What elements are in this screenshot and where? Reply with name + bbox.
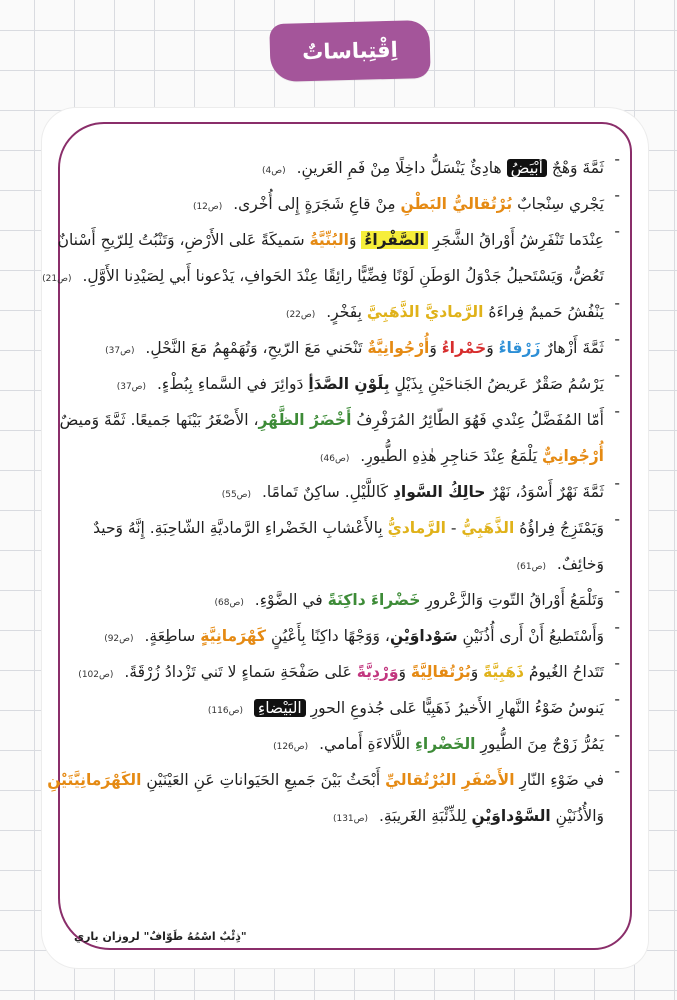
quote-line xyxy=(72,330,604,366)
page-reference: (ص37) xyxy=(116,382,147,392)
quote-text: تَتَداحُ الغُيومُ xyxy=(523,663,604,681)
page-reference: (ص4) xyxy=(261,166,286,176)
quote-text: تَنْحَني مَعَ الرّيحِ، وَتُهَمْهِمُ مَعَ النَّحْلِ. xyxy=(140,339,368,357)
quote-item xyxy=(72,330,620,366)
quote-line xyxy=(72,726,604,762)
quote-item xyxy=(72,366,620,402)
color-word: بُرْتُقالِيَّةً xyxy=(410,663,471,681)
quote-text: كَاللَّيْلِ. ساكِنٌ تَمامًا. xyxy=(257,483,393,501)
color-word: كَهْرَمانِيَّةٍ xyxy=(200,627,267,645)
quote-text: يَجْري سِنْجابٌ xyxy=(512,195,604,213)
page-reference: (ص22) xyxy=(285,310,316,320)
quote-text: وَتَلْمَعُ أَوْراقُ التّوتِ وَالزَّعْرورِ xyxy=(420,591,604,609)
quote-text: في الضَّوْءِ. xyxy=(249,591,328,609)
quote-item xyxy=(42,222,620,294)
color-word: الخَضْراءِ xyxy=(415,735,476,753)
quote-item xyxy=(72,690,620,726)
quote-text: مِنْ قاعِ شَجَرَةٍ إِلى أُخْرى. xyxy=(228,195,401,213)
quotes-list xyxy=(42,150,620,834)
quote-text: عِنْدَما تَنْفَرِشُ أَوْراقُ الشَّجَرِ xyxy=(427,231,604,249)
quote-text: ساطِعَةٍ. xyxy=(139,627,201,645)
quote-line xyxy=(72,618,604,654)
color-word: وَرْدِيَّةً xyxy=(356,663,399,681)
color-word: بِلَوْنِ الصَّدَأِ xyxy=(308,375,390,393)
quote-line xyxy=(72,366,604,402)
page-reference: (ص46) xyxy=(320,454,350,464)
quote-line xyxy=(72,438,604,474)
quote-line xyxy=(72,798,604,834)
quote-text: يَرْسُمُ صَقْرٌ عَريضُ الجَناحَيْنِ بِذَيْلٍ xyxy=(389,375,604,393)
quote-text: وَيَمْتَزِجُ فِراؤُهُ xyxy=(514,519,604,537)
page-title: اِقْتِباساتٌ xyxy=(301,37,399,65)
color-word: الذَّهَبِيُّ xyxy=(461,519,515,537)
quote-item xyxy=(72,186,620,222)
quote-item xyxy=(47,762,620,834)
page-reference: (ص92) xyxy=(104,634,134,644)
quote-text: - xyxy=(445,519,462,537)
page-reference: (ص12) xyxy=(192,202,223,212)
quote-text: هادِئٌ يَنْسَلُّ داخِلًا مِنْ فَمِ العَرينِ. xyxy=(291,159,507,177)
color-word: أُرْجُوانِيٌّ xyxy=(542,447,604,465)
quote-text: وَ xyxy=(470,663,484,681)
color-word: الرَّماديَّ الذَّهَبِيَّ xyxy=(366,303,484,321)
color-word: الكَهْرَمانِيَّتَيْنِ xyxy=(47,771,142,789)
quote-item xyxy=(72,294,620,330)
quote-text: أَمّا المُفَضَّلُ عِنْدي فَهُوَ الطّائِرُ المُرَفْرِفُ xyxy=(351,411,604,429)
quote-text: لِلذِّئْبَةِ الغَريبَةِ. xyxy=(374,807,472,825)
quote-text: ثَمَّةَ وَهْجٌ xyxy=(546,159,604,177)
quote-text: سَميكَةً عَلى الأَرْضِ، وَتَنْبُتُ لِلرّيحِ أَسْنانٌ xyxy=(57,231,310,249)
quote-line xyxy=(72,546,604,582)
quote-text: يَنْفُشُ حَميمٌ فِراءَهُ xyxy=(483,303,604,321)
quote-line xyxy=(72,150,604,186)
quote-text: اللَّألاءَةِ أَمامي. xyxy=(314,735,415,753)
quote-line xyxy=(72,294,604,330)
title-badge xyxy=(269,20,430,82)
color-word: الصَّفْراءُ xyxy=(361,231,427,249)
color-word: الرَّماديُّ xyxy=(387,519,446,537)
quote-text: يَنوسُ ضَوْءُ النَّهارِ الأَخيرُ ذَهَبِيًّا عَلى جُذوعِ الحورِ xyxy=(305,699,604,717)
source-citation: "ذِئْبٌ اسْمُهُ طَوّافٌ" لروزان باري xyxy=(74,930,247,943)
quote-item xyxy=(72,726,620,762)
color-word: السَّوْداوَيْنِ xyxy=(471,807,551,825)
page-reference: (ص37) xyxy=(105,346,135,356)
quote-line xyxy=(72,690,604,726)
quote-text: وَالأُذُنَيْنِ xyxy=(550,807,604,825)
quote-text: تَعُضُّ، وَيَسْتَحيلُ جَدْوَلُ الوَطَنِ لَوْنًا فِضِّيًّا رائِقًا عِنْدَ الحَوافِ، يَدْعونا أَبي لِصَيْدِنا الأَوَّلِ. xyxy=(77,267,604,285)
quote-line xyxy=(72,582,604,618)
quote-text: ثَمَّةَ أَزْهارٌ xyxy=(540,339,604,357)
quote-text: في ضَوْءِ النّارِ xyxy=(514,771,604,789)
quote-text: عَلى صَفْحَةِ سَماءٍ لا تَني تَزْدادُ زُرْقَةً. xyxy=(119,663,357,681)
quote-text: وَأَسْتَطيعُ أَنْ أَرى أُذُنَيْنِ xyxy=(457,627,604,645)
color-word: خَضْراءَ داكِنَةً xyxy=(327,591,421,609)
quote-item xyxy=(72,618,620,654)
color-word: البُنِّيَّةُ xyxy=(309,231,349,249)
page-reference: (ص21) xyxy=(42,274,72,284)
color-word: أَخْضَرُ الظَّهْرِ xyxy=(258,411,352,429)
quote-text: أَبْحَثُ بَيْنَ جَميعِ الحَيَواناتِ عَنِ العَيْنَيْنِ xyxy=(141,771,386,789)
page-reference: (ص131) xyxy=(332,814,369,824)
quote-line xyxy=(42,258,604,294)
color-word: ذَهَبِيَّةً xyxy=(483,663,524,681)
page-reference: (ص55) xyxy=(221,490,252,500)
quote-item xyxy=(72,654,620,690)
quote-text: ، الأَصْغَرُ بَيْنَها جَميعًا. ثَمَّةَ وَميضٌ xyxy=(59,411,259,429)
quote-line xyxy=(57,222,604,258)
page-reference: (ص102) xyxy=(78,670,114,680)
quote-text: بِالأَعْشابِ الخَضْراءِ الرَّماديَّةِ الشّاحِبَةِ. إِنَّهُ وَحيدٌ xyxy=(93,519,388,537)
quote-line xyxy=(72,510,604,546)
quote-line xyxy=(72,654,604,690)
quote-text: بِفَخْرٍ. xyxy=(321,303,367,321)
quote-text: ، وَوَجْهًا داكِنًا بِأَعْيُنٍ xyxy=(266,627,390,645)
page-reference: (ص126) xyxy=(273,742,309,752)
color-word: بُرْتُقاليُّ البَطْنِ xyxy=(400,195,513,213)
quote-text: وَ xyxy=(429,339,442,357)
quote-line xyxy=(72,474,604,510)
color-word: زَرْقاءُ xyxy=(498,339,541,357)
color-word: سَوْداوَيْنِ xyxy=(389,627,458,645)
quote-item xyxy=(59,402,620,474)
quote-text: يَلْمَعُ عِنْدَ حَناجِرِ هٰذِهِ الطُّيورِ. xyxy=(355,447,543,465)
quote-item xyxy=(72,150,620,186)
quote-line xyxy=(47,762,604,798)
quote-text: وَخائِفٌ. xyxy=(551,555,604,573)
color-word: أَبْيَضُ xyxy=(507,159,547,177)
page-reference: (ص61) xyxy=(516,562,546,572)
color-word: البَيْضاءِ xyxy=(254,699,306,717)
quote-text: وَ xyxy=(486,339,499,357)
color-word: حالِكُ السَّوادِ xyxy=(392,483,486,501)
quote-line xyxy=(59,402,604,438)
quote-item xyxy=(72,474,620,510)
quote-text: وَ xyxy=(398,663,411,681)
color-word: حَمْراءُ xyxy=(441,339,487,357)
quote-text: ثَمَّةَ نَهْرٌ أَسْوَدُ، نَهْرٌ xyxy=(485,483,604,501)
page-reference: (ص68) xyxy=(214,598,244,608)
quote-text: وَ xyxy=(349,231,362,249)
color-word: أُرْجُوانِيَّةٌ xyxy=(367,339,430,357)
quote-item xyxy=(72,582,620,618)
quote-text: دَوائِرَ في السَّماءِ بِبُطْءٍ. xyxy=(152,375,309,393)
quote-line xyxy=(72,186,604,222)
page-reference: (ص116) xyxy=(207,706,243,716)
color-word: الأَصْفَرِ البُرْتُقاليِّ xyxy=(385,771,515,789)
quote-text: يَمُرُّ زَوْجٌ مِنَ الطُّيورِ xyxy=(475,735,604,753)
quote-item xyxy=(72,510,620,582)
